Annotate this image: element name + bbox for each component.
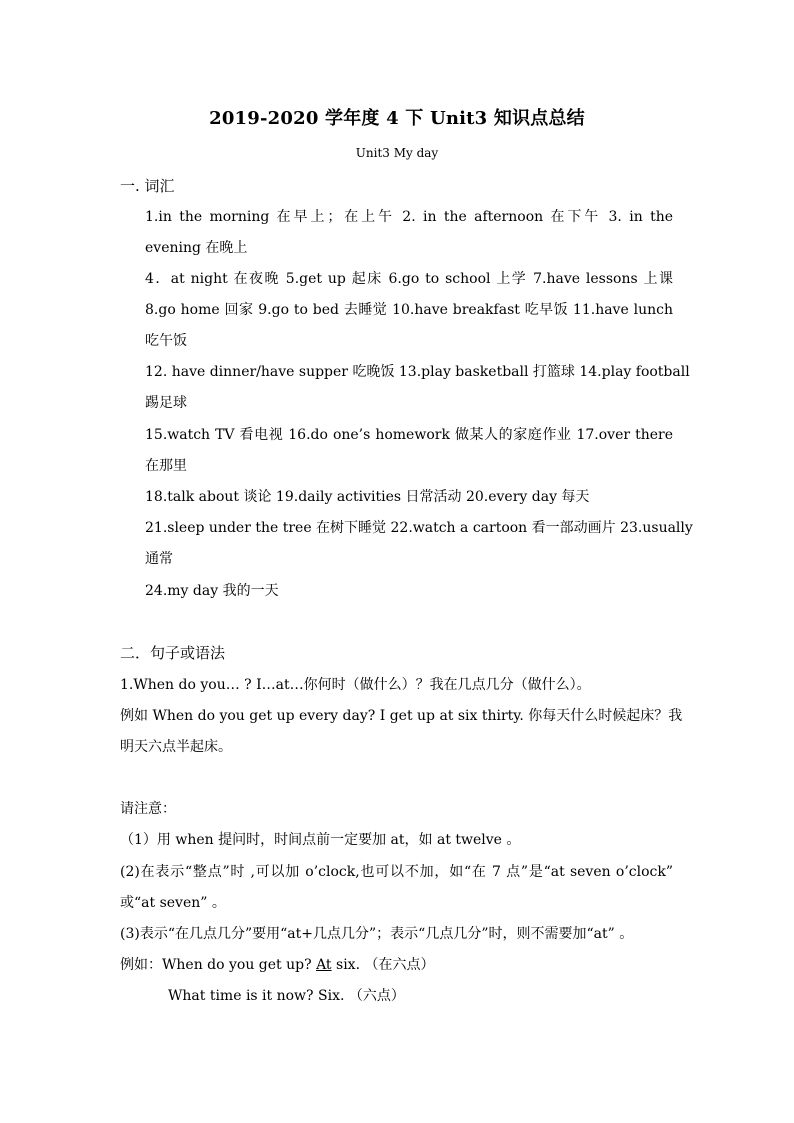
note-line: (2)在表示“整点”时 ,可以加 o’clock,也可以不加，如“在 7 点”是“at seven o’clock” bbox=[120, 864, 673, 880]
vocab-line: 8.go home 回家 9.go to bed 去睡觉 10.have breakfast 吃早饭 11.have lunch bbox=[145, 302, 673, 318]
section1-heading: 一. 词汇 bbox=[120, 177, 175, 195]
vocab-line: 踢足球 bbox=[145, 395, 187, 411]
vocab-line: 12. have dinner/have supper 吃晚饭 13.play basketball 打篮球 14.play football bbox=[145, 364, 690, 380]
vocab-line: 4．at night 在夜晚 5.get up 起床 6.go to school 上学 7.have lessons 上课 bbox=[145, 271, 673, 287]
vocab-line: 15.watch TV 看电视 16.do one’s homework 做某人的家庭作业 17.over there bbox=[145, 427, 673, 443]
vocab-line: 在那里 bbox=[145, 458, 187, 474]
vocab-line: 1.in the morning 在早上；在上午 2. in the afternoon 在下午 3. in the bbox=[145, 209, 673, 225]
underlined-word: At bbox=[316, 957, 332, 973]
grammar-line: 例如 When do you get up every day? I get up at six thirty. 你每天什么时候起床？我 bbox=[120, 708, 683, 724]
vocab-line: 21.sleep under the tree 在树下睡觉 22.watch a cartoon 看一部动画片 23.usually bbox=[145, 520, 693, 536]
page-title: 2019-2020 学年度 4 下 Unit3 知识点总结 bbox=[209, 108, 585, 129]
note-line: （1）用 when 提问时，时间点前一定要加 at，如 at twelve 。 bbox=[120, 832, 521, 848]
grammar-line: 明天六点半起床。 bbox=[120, 739, 232, 755]
vocab-line: 吃午饭 bbox=[145, 333, 187, 349]
grammar-line: 1.When do you… ? I…at…你何时（做什么）？我在几点几分（做什么）。 bbox=[120, 677, 591, 693]
note-line: (3)表示“在几点几分”要用“at+几点几分”；表示“几点几分”时，则不需要加“at” 。 bbox=[120, 926, 634, 942]
example-line: What time is it now? Six. （六点） bbox=[168, 988, 405, 1004]
example-prefix: 例如：When do you get up? bbox=[120, 957, 317, 973]
example-rest: six. （在六点） bbox=[331, 957, 435, 973]
section2-heading: 二．句子或语法 bbox=[120, 644, 226, 662]
page-subtitle: Unit3 My day bbox=[355, 146, 439, 160]
note-line: 或“at seven” 。 bbox=[120, 895, 226, 911]
vocab-line: 通常 bbox=[145, 551, 173, 567]
vocab-line: 24.my day 我的一天 bbox=[145, 583, 279, 599]
vocab-line: evening 在晚上 bbox=[145, 240, 248, 256]
example-line bbox=[120, 955, 434, 975]
vocab-line: 18.talk about 谈论 19.daily activities 日常活动 20.every day 每天 bbox=[145, 489, 590, 505]
note-heading: 请注意： bbox=[120, 801, 176, 817]
